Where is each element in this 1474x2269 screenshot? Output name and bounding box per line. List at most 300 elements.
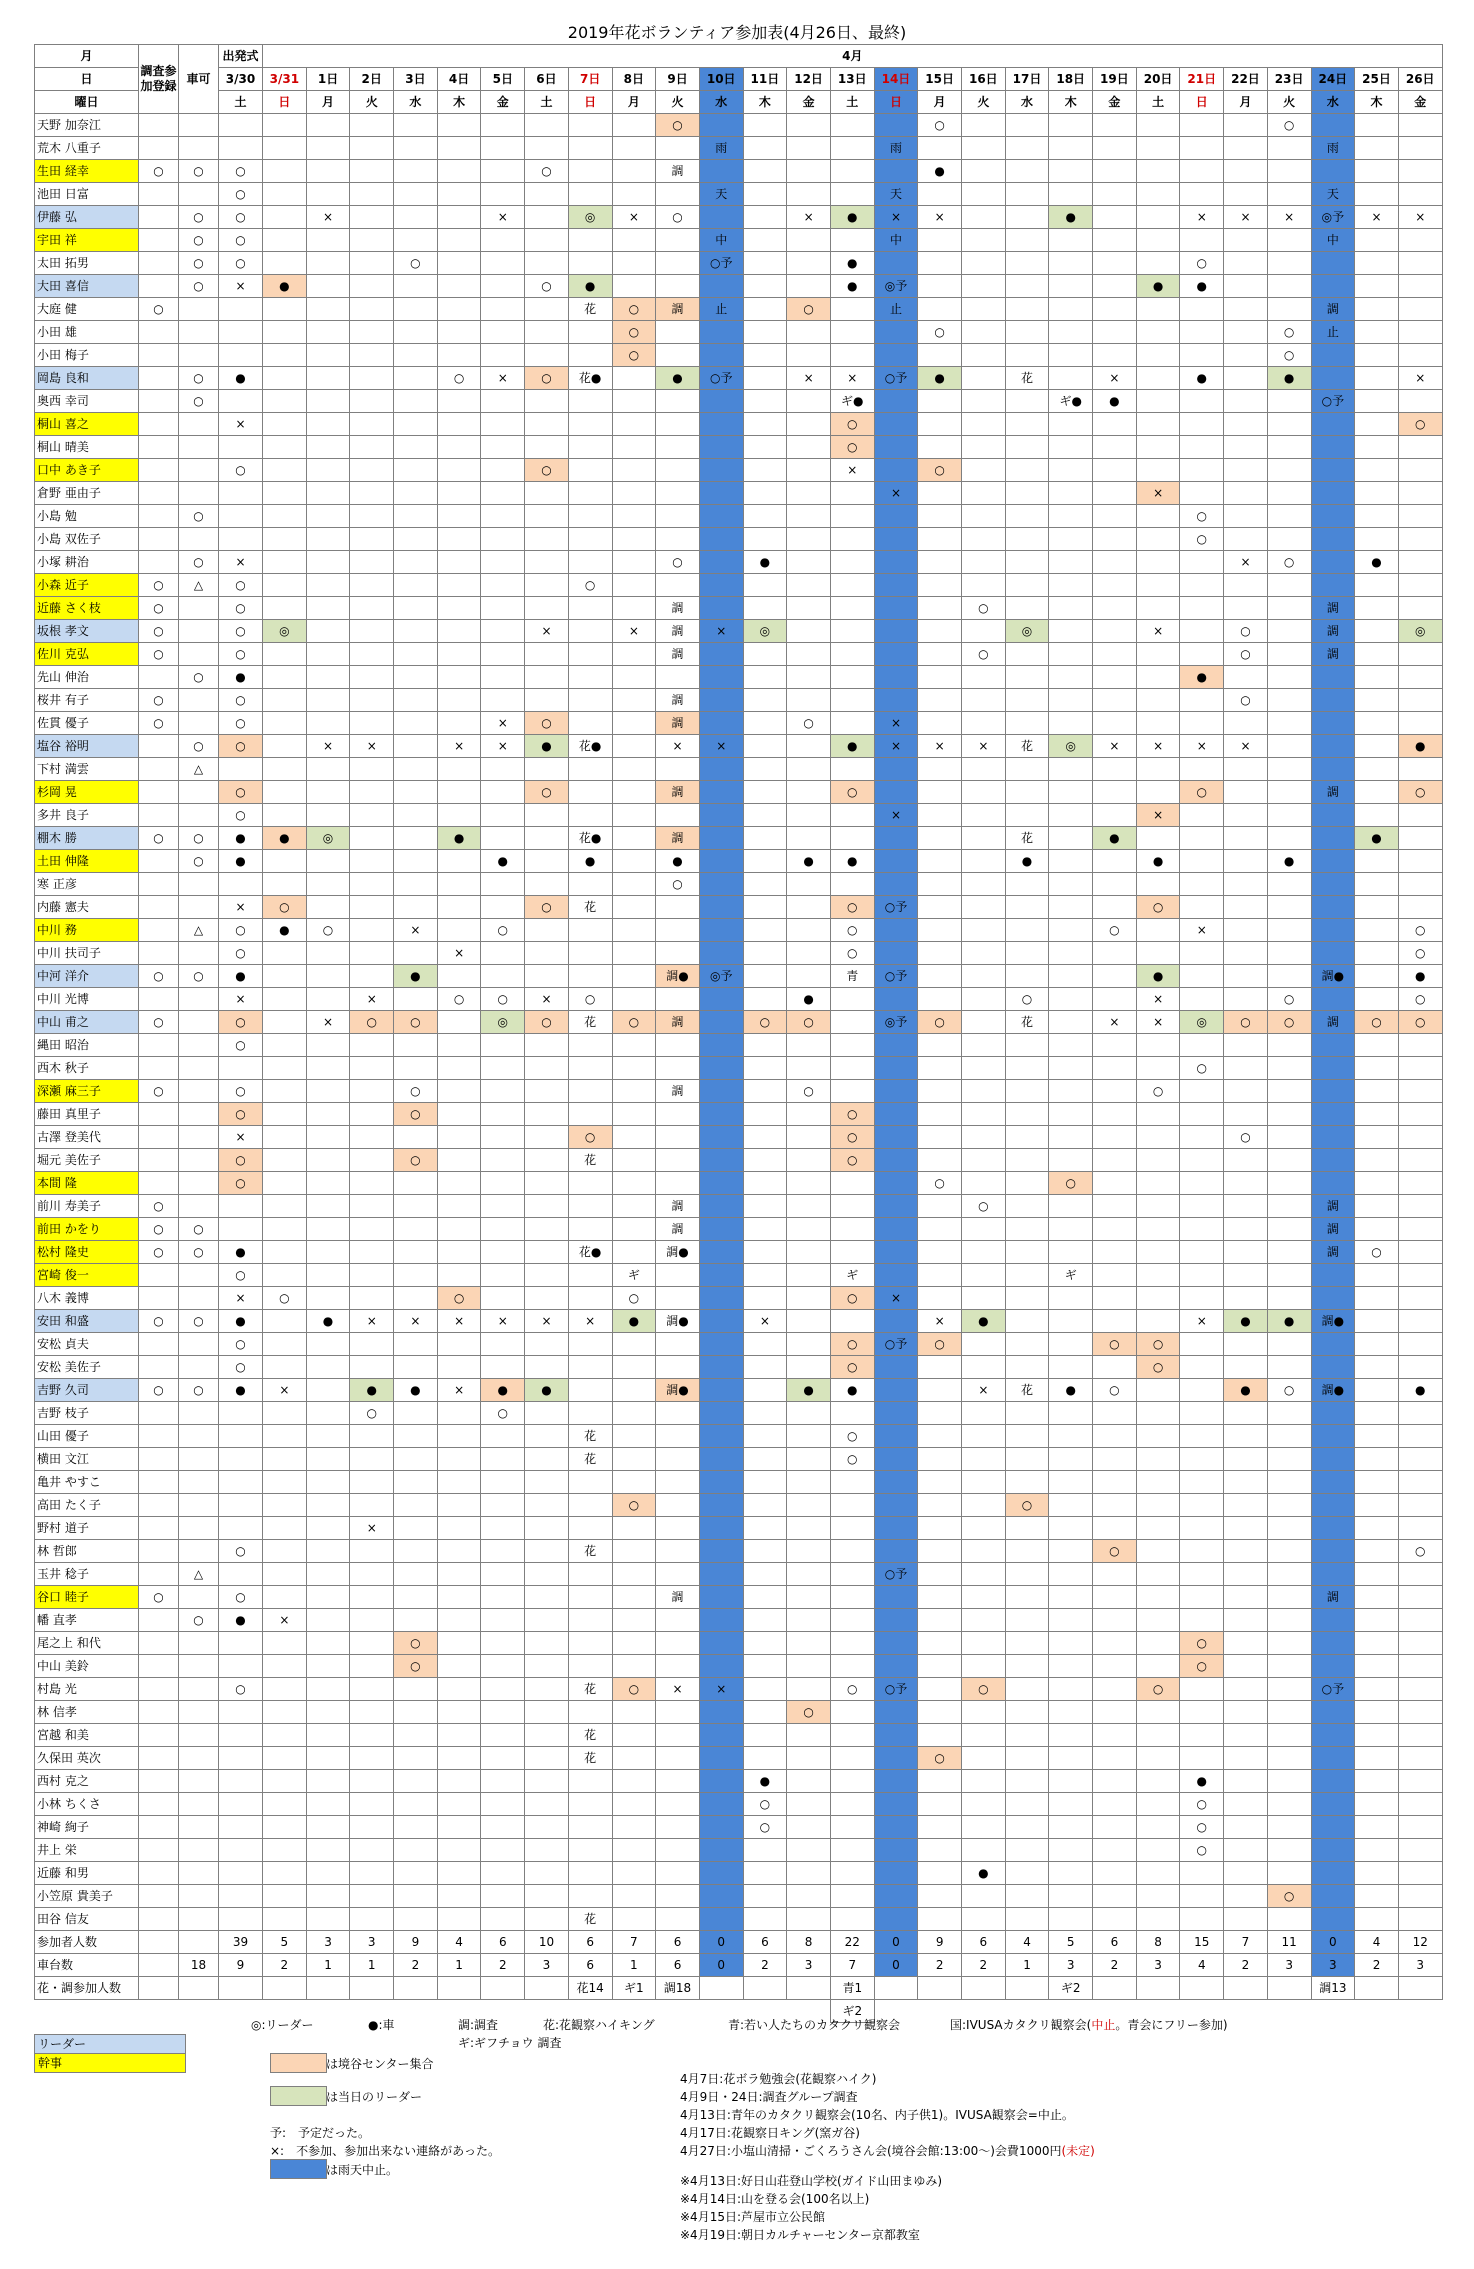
attendance-cell: 花 <box>568 896 612 919</box>
attendance-cell <box>437 1034 481 1057</box>
attendance-cell: ● <box>656 850 700 873</box>
attendance-cell <box>830 551 874 574</box>
attendance-cell: ○ <box>219 781 263 804</box>
attendance-cell <box>1311 1770 1355 1793</box>
attendance-cell <box>1005 1126 1049 1149</box>
survey-registered <box>139 804 179 827</box>
attendance-cell: ○ <box>1136 1678 1180 1701</box>
attendance-cell <box>1224 1586 1268 1609</box>
attendance-cell <box>1355 1517 1399 1540</box>
attendance-cell <box>481 804 525 827</box>
attendance-cell <box>1136 597 1180 620</box>
attendance-cell <box>263 1126 307 1149</box>
attendance-cell <box>962 1885 1006 1908</box>
table-row <box>35 1839 1443 1862</box>
table-row <box>35 1425 1443 1448</box>
attendance-cell <box>1136 298 1180 321</box>
attendance-cell: ○ <box>1224 689 1268 712</box>
attendance-cell <box>699 1126 743 1149</box>
day-header: 3/30 <box>219 68 263 91</box>
attendance-cell <box>874 1149 918 1172</box>
attendance-cell <box>962 1793 1006 1816</box>
attendance-cell <box>962 827 1006 850</box>
attendance-cell <box>656 574 700 597</box>
attendance-cell <box>1049 528 1093 551</box>
attendance-cell: × <box>1180 206 1224 229</box>
attendance-cell <box>1180 344 1224 367</box>
day-header: 8日 <box>612 68 656 91</box>
attendance-cell <box>787 919 831 942</box>
attendance-cell <box>1355 1471 1399 1494</box>
attendance-cell <box>568 781 612 804</box>
attendance-cell <box>525 850 569 873</box>
survey-registered <box>139 252 179 275</box>
attendance-cell <box>830 1885 874 1908</box>
day-header: 10日 <box>699 68 743 91</box>
survey-registered <box>139 919 179 942</box>
attendance-cell <box>568 321 612 344</box>
attendance-cell <box>1311 482 1355 505</box>
attendance-cell <box>263 597 307 620</box>
attendance-cell <box>1136 1724 1180 1747</box>
attendance-cell <box>481 689 525 712</box>
attendance-cell <box>743 1379 787 1402</box>
attendance-cell <box>263 1471 307 1494</box>
attendance-cell <box>962 505 1006 528</box>
attendance-cell <box>394 666 438 689</box>
car-count: 1 <box>437 1954 481 1977</box>
attendance-cell <box>350 1586 394 1609</box>
table-row <box>35 1563 1443 1586</box>
attendance-cell <box>874 1724 918 1747</box>
attendance-cell <box>918 850 962 873</box>
attendance-cell: × <box>918 1310 962 1333</box>
attendance-cell <box>306 574 350 597</box>
attendance-cell <box>874 919 918 942</box>
attendance-cell: ○ <box>1267 344 1311 367</box>
attendance-cell <box>525 689 569 712</box>
attendance-cell <box>481 1057 525 1080</box>
attendance-cell <box>1267 1448 1311 1471</box>
attendance-cell: × <box>787 206 831 229</box>
day-header: 25日 <box>1355 68 1399 91</box>
attendance-cell <box>525 1586 569 1609</box>
day-header: 7日 <box>568 68 612 91</box>
table-row <box>35 1195 1443 1218</box>
attendance-cell <box>830 114 874 137</box>
attendance-cell: × <box>306 206 350 229</box>
attendance-cell: × <box>1136 804 1180 827</box>
attendance-cell <box>350 1816 394 1839</box>
attendance-cell: ○ <box>787 1080 831 1103</box>
attendance-cell <box>437 1724 481 1747</box>
attendance-cell <box>219 1402 263 1425</box>
attendance-cell <box>962 229 1006 252</box>
attendance-cell <box>306 528 350 551</box>
attendance-cell <box>219 1425 263 1448</box>
attendance-cell <box>962 1517 1006 1540</box>
attendance-cell <box>1005 1609 1049 1632</box>
attendance-cell: ○ <box>918 459 962 482</box>
attendance-cell: ○ <box>568 988 612 1011</box>
 <box>139 1954 179 1977</box>
member-name: 村島 光 <box>35 1678 139 1701</box>
attendance-cell <box>394 1816 438 1839</box>
attendance-cell <box>874 1425 918 1448</box>
attendance-cell <box>918 1839 962 1862</box>
attendance-cell <box>350 1701 394 1724</box>
attendance-cell <box>306 1908 350 1931</box>
survey-registered <box>139 1425 179 1448</box>
attendance-cell: 花● <box>568 827 612 850</box>
attendance-cell: ○ <box>1180 252 1224 275</box>
attendance-cell <box>394 781 438 804</box>
attendance-cell <box>612 1586 656 1609</box>
attendance-cell <box>1180 1034 1224 1057</box>
attendance-cell <box>1398 1126 1442 1149</box>
attendance-table <box>34 44 1443 2023</box>
attendance-cell: × <box>350 988 394 1011</box>
attendance-cell <box>568 919 612 942</box>
member-name: 口中 あき子 <box>35 459 139 482</box>
attendance-cell <box>263 321 307 344</box>
attendance-cell <box>1311 1494 1355 1517</box>
attendance-cell <box>1224 804 1268 827</box>
attendance-cell: ○ <box>1267 1011 1311 1034</box>
attendance-cell <box>568 804 612 827</box>
attendance-cell <box>743 1724 787 1747</box>
attendance-cell: ○ <box>1398 942 1442 965</box>
attendance-cell <box>1093 1103 1137 1126</box>
attendance-cell: 花 <box>568 1540 612 1563</box>
car-available <box>179 321 219 344</box>
attendance-cell <box>1136 1747 1180 1770</box>
attendance-cell <box>787 1586 831 1609</box>
participants-total-row <box>35 1931 1443 1954</box>
attendance-cell <box>568 1701 612 1724</box>
attendance-cell <box>525 827 569 850</box>
attendance-cell <box>830 1770 874 1793</box>
attendance-cell <box>219 1770 263 1793</box>
attendance-cell <box>1049 1080 1093 1103</box>
attendance-cell <box>437 1655 481 1678</box>
attendance-cell <box>437 1586 481 1609</box>
attendance-cell <box>1005 965 1049 988</box>
attendance-cell <box>1049 873 1093 896</box>
attendance-cell <box>743 1885 787 1908</box>
legend-notes <box>34 2010 1454 2260</box>
attendance-cell <box>263 160 307 183</box>
attendance-cell <box>394 275 438 298</box>
attendance-cell <box>1180 160 1224 183</box>
attendance-cell <box>874 666 918 689</box>
attendance-cell <box>306 1241 350 1264</box>
participant-count: 4 <box>1355 1931 1399 1954</box>
car-available: ○ <box>179 850 219 873</box>
attendance-cell <box>394 344 438 367</box>
attendance-cell <box>219 137 263 160</box>
attendance-cell <box>1093 712 1137 735</box>
attendance-cell <box>918 137 962 160</box>
car-available <box>179 988 219 1011</box>
attendance-cell <box>1093 758 1137 781</box>
car-count: 6 <box>656 1954 700 1977</box>
attendance-cell: × <box>437 1379 481 1402</box>
attendance-cell <box>263 1908 307 1931</box>
attendance-cell <box>525 1885 569 1908</box>
attendance-cell <box>394 1494 438 1517</box>
attendance-cell <box>219 390 263 413</box>
attendance-cell: ○ <box>1005 1494 1049 1517</box>
attendance-cell <box>699 1402 743 1425</box>
attendance-cell <box>1180 1563 1224 1586</box>
attendance-cell <box>1224 1517 1268 1540</box>
attendance-cell: ○ <box>830 1126 874 1149</box>
attendance-cell <box>350 1057 394 1080</box>
attendance-cell <box>437 1609 481 1632</box>
survey-registered <box>139 896 179 919</box>
leader-swatch-label: リーダー <box>38 2037 87 2051</box>
attendance-cell <box>612 896 656 919</box>
member-name: 近藤 和男 <box>35 1862 139 1885</box>
survey-registered <box>139 321 179 344</box>
attendance-cell <box>1136 252 1180 275</box>
attendance-cell <box>1224 183 1268 206</box>
attendance-cell <box>481 1770 525 1793</box>
attendance-cell <box>437 1333 481 1356</box>
event-note: 4月9日・24日:調査グループ調査 <box>680 2090 858 2104</box>
attendance-cell <box>1049 1908 1093 1931</box>
attendance-cell: × <box>1136 482 1180 505</box>
table-row <box>35 137 1443 160</box>
attendance-cell <box>962 850 1006 873</box>
attendance-cell <box>1398 643 1442 666</box>
attendance-cell <box>1136 781 1180 804</box>
attendance-cell <box>918 1540 962 1563</box>
attendance-cell: 花● <box>568 367 612 390</box>
attendance-cell <box>787 1356 831 1379</box>
attendance-cell <box>1093 1448 1137 1471</box>
attendance-cell: × <box>1398 367 1442 390</box>
survey-registered <box>139 275 179 298</box>
attendance-cell: ○ <box>830 1425 874 1448</box>
car-count: 2 <box>962 1954 1006 1977</box>
attendance-cell <box>350 1333 394 1356</box>
car-count: 0 <box>874 1954 918 1977</box>
attendance-cell <box>918 390 962 413</box>
attendance-cell <box>962 344 1006 367</box>
day-label: 日 <box>35 68 139 91</box>
attendance-cell <box>1355 1793 1399 1816</box>
attendance-cell <box>525 1632 569 1655</box>
attendance-cell <box>830 1011 874 1034</box>
attendance-cell: ○ <box>481 988 525 1011</box>
attendance-cell <box>1398 1517 1442 1540</box>
table-row <box>35 1080 1443 1103</box>
attendance-cell <box>1355 137 1399 160</box>
attendance-cell <box>612 1724 656 1747</box>
attendance-cell: × <box>394 1310 438 1333</box>
attendance-cell: × <box>568 1310 612 1333</box>
attendance-cell: ● <box>350 1379 394 1402</box>
attendance-cell <box>743 965 787 988</box>
attendance-cell <box>306 988 350 1011</box>
attendance-cell <box>306 1885 350 1908</box>
weekday-header: 水 <box>1005 91 1049 114</box>
attendance-cell <box>263 1241 307 1264</box>
attendance-cell <box>830 1080 874 1103</box>
attendance-cell <box>699 505 743 528</box>
attendance-cell <box>306 1471 350 1494</box>
attendance-cell <box>1049 827 1093 850</box>
attendance-cell <box>1355 896 1399 919</box>
attendance-cell <box>787 1885 831 1908</box>
attendance-cell <box>656 988 700 1011</box>
attendance-cell <box>437 1563 481 1586</box>
attendance-cell <box>918 666 962 689</box>
attendance-cell <box>1224 1632 1268 1655</box>
attendance-cell <box>1049 321 1093 344</box>
attendance-cell <box>1136 1885 1180 1908</box>
attendance-cell <box>918 344 962 367</box>
attendance-cell: ○ <box>219 735 263 758</box>
attendance-cell <box>1049 1494 1093 1517</box>
attendance-cell: ○ <box>219 712 263 735</box>
attendance-cell <box>437 1241 481 1264</box>
attendance-cell <box>1398 1609 1442 1632</box>
attendance-cell: ● <box>1093 390 1137 413</box>
attendance-cell <box>219 114 263 137</box>
attendance-cell <box>263 1563 307 1586</box>
attendance-cell <box>306 597 350 620</box>
car-available <box>179 1195 219 1218</box>
table-row <box>35 1103 1443 1126</box>
attendance-cell <box>787 896 831 919</box>
attendance-cell <box>1267 275 1311 298</box>
attendance-cell <box>1224 229 1268 252</box>
car-available <box>179 1034 219 1057</box>
attendance-cell <box>1224 252 1268 275</box>
attendance-cell <box>699 1149 743 1172</box>
attendance-cell <box>612 758 656 781</box>
attendance-cell <box>350 1678 394 1701</box>
attendance-cell <box>1093 505 1137 528</box>
attendance-cell: ○ <box>525 367 569 390</box>
attendance-cell: ○ <box>525 896 569 919</box>
member-name: 小島 勉 <box>35 505 139 528</box>
attendance-cell <box>568 620 612 643</box>
attendance-cell <box>918 1195 962 1218</box>
car-count: 3 <box>1398 1954 1442 1977</box>
attendance-cell <box>1398 689 1442 712</box>
attendance-cell <box>568 459 612 482</box>
attendance-cell <box>612 1609 656 1632</box>
attendance-cell: ○ <box>219 1034 263 1057</box>
car-available <box>179 1448 219 1471</box>
attendance-cell <box>962 574 1006 597</box>
attendance-cell <box>1180 1678 1224 1701</box>
attendance-cell: 中 <box>1311 229 1355 252</box>
attendance-cell <box>394 183 438 206</box>
attendance-cell <box>962 1241 1006 1264</box>
member-name: 荒木 八重子 <box>35 137 139 160</box>
participant-count: 3 <box>350 1931 394 1954</box>
attendance-cell <box>830 1494 874 1517</box>
attendance-cell: 青 <box>830 965 874 988</box>
attendance-cell <box>306 1724 350 1747</box>
attendance-cell <box>1398 137 1442 160</box>
attendance-cell <box>568 1471 612 1494</box>
attendance-cell <box>1049 436 1093 459</box>
attendance-cell <box>612 850 656 873</box>
attendance-cell <box>263 1310 307 1333</box>
attendance-cell: 調 <box>656 689 700 712</box>
attendance-cell <box>481 942 525 965</box>
extra-count <box>1136 1977 1180 2000</box>
participant-count: 22 <box>830 1931 874 1954</box>
survey-registered <box>139 1839 179 1862</box>
attendance-cell <box>612 712 656 735</box>
attendance-cell <box>1311 1747 1355 1770</box>
attendance-cell <box>437 1908 481 1931</box>
attendance-cell: × <box>481 712 525 735</box>
attendance-cell <box>525 666 569 689</box>
attendance-cell: ギ● <box>1049 390 1093 413</box>
table-row <box>35 965 1443 988</box>
attendance-cell <box>1224 873 1268 896</box>
attendance-cell <box>219 1908 263 1931</box>
attendance-cell <box>1093 804 1137 827</box>
attendance-cell <box>437 1195 481 1218</box>
attendance-cell <box>306 1747 350 1770</box>
attendance-cell <box>1311 804 1355 827</box>
member-name: 先山 伸治 <box>35 666 139 689</box>
weekday-header: 月 <box>306 91 350 114</box>
attendance-cell <box>918 1862 962 1885</box>
attendance-cell <box>1180 965 1224 988</box>
attendance-cell <box>1049 804 1093 827</box>
attendance-cell <box>918 1287 962 1310</box>
member-name: 中川 扶司子 <box>35 942 139 965</box>
attendance-cell <box>1398 229 1442 252</box>
table-row <box>35 666 1443 689</box>
weekday-header: 日 <box>874 91 918 114</box>
attendance-cell <box>787 1057 831 1080</box>
day-header: 21日 <box>1180 68 1224 91</box>
member-name: 小森 近子 <box>35 574 139 597</box>
attendance-cell: ○ <box>219 689 263 712</box>
attendance-cell <box>1049 505 1093 528</box>
survey-registered <box>139 1264 179 1287</box>
attendance-cell <box>787 436 831 459</box>
table-row <box>35 620 1443 643</box>
attendance-cell: ○ <box>787 298 831 321</box>
attendance-cell <box>263 758 307 781</box>
attendance-cell <box>1093 252 1137 275</box>
attendance-cell: ○ <box>1267 114 1311 137</box>
attendance-cell: ● <box>1180 666 1224 689</box>
attendance-cell <box>1224 275 1268 298</box>
attendance-cell <box>699 1908 743 1931</box>
attendance-cell <box>306 367 350 390</box>
attendance-cell <box>481 965 525 988</box>
attendance-cell <box>699 1816 743 1839</box>
attendance-cell <box>263 643 307 666</box>
attendance-cell <box>1180 1908 1224 1931</box>
attendance-cell <box>830 1908 874 1931</box>
attendance-cell <box>962 1563 1006 1586</box>
attendance-cell <box>1093 942 1137 965</box>
